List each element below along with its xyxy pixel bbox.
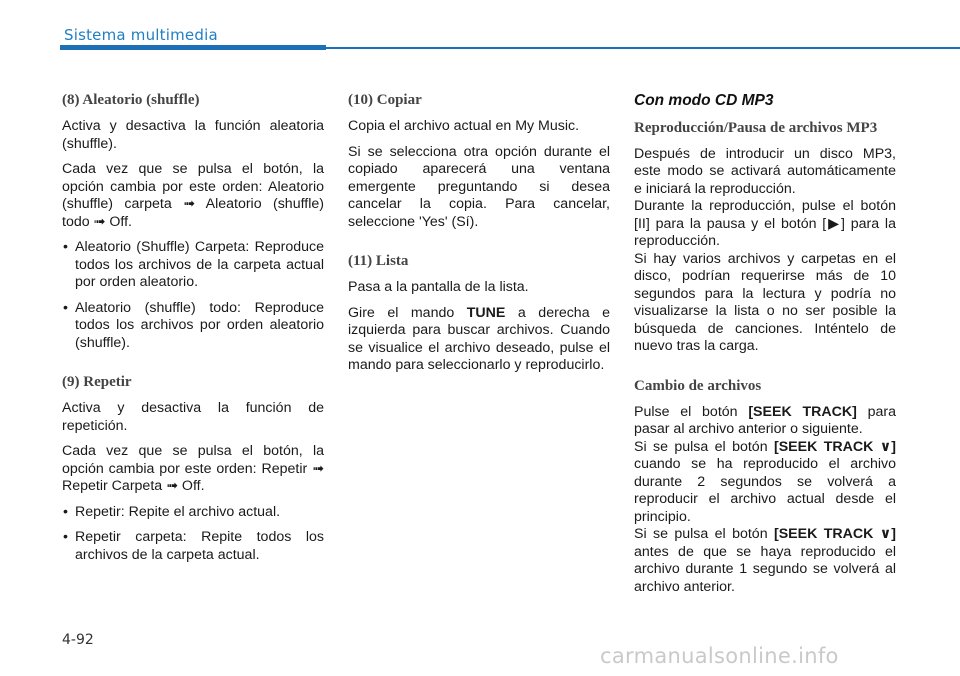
change-previous: Si se pulsa el botón [SEEK TRACK ∨] antes de que se haya reproducido el archivo durante 1 segundo se volverá al archivo anterior. xyxy=(634,526,896,595)
tune-key: TUNE xyxy=(466,304,506,321)
play-pause-heading: Reproducción/Pausa de archivos MP3 xyxy=(634,119,878,136)
shuffle-order: Cada vez que se pulsa el botón, la opción cambia por este orden: Aleatorio (shuffle) carpeta ➟ Aleatorio (shuffle) todo ➟ Off. xyxy=(62,161,324,230)
change-restart: Si se pulsa el botón [SEEK TRACK ∨] cuando se ha reproducido el archivo durante 2 segundos se volverá a reproducir el archivo actual desde el principio. xyxy=(634,438,896,525)
list-item: • Aleatorio (Shuffle) Carpeta: Reproduce todos los archivos de la carpeta actual por orden aleatorio. xyxy=(62,239,324,292)
repeat-list xyxy=(62,504,324,565)
list-item: • Aleatorio (shuffle) todo: Reproduce todos los archivos por orden aleatorio (shuffle). xyxy=(62,300,324,353)
column-right xyxy=(634,92,896,596)
header-rule-thin xyxy=(326,47,960,49)
watermark: carmanualsonline.info xyxy=(600,644,839,668)
play-intro: Después de introducir un disco MP3, este modo se activará automáticamente e iniciará la reproducción. xyxy=(634,145,896,197)
list-intro: Pasa a la pantalla de la lista. xyxy=(348,279,529,295)
play-icon: ▶ xyxy=(826,215,841,232)
seek-track-down-key: [SEEK TRACK ∨] xyxy=(773,438,896,455)
play-note: Si hay varios archivos y carpetas en el disco, podrían requerirse más de 10 segundos para la lectura y podría no visualizarse la lista o no ser posible la búsqueda de canciones. Inténtelo de nuevo tras la carga. xyxy=(634,250,896,354)
column-left xyxy=(62,92,324,572)
page-number: 4-92 xyxy=(62,632,94,648)
list-detail: Gire el mando TUNE a derecha e izquierda para buscar archivos. Cuando se visualice el archivo deseado, pulse el mando para seleccionarlo y reproducirlo. xyxy=(348,304,610,373)
shuffle-heading: (8) Aleatorio (shuffle) xyxy=(62,92,200,108)
list-heading: (11) Lista xyxy=(348,253,409,269)
repeat-heading: (9) Repetir xyxy=(62,374,132,390)
seek-track-key: [SEEK TRACK] xyxy=(748,403,857,420)
copy-intro: Copia el archivo actual en My Music. xyxy=(348,118,580,134)
section-title: Sistema multimedia xyxy=(64,26,218,44)
repeat-order: Cada vez que se pulsa el botón, la opción cambia por este orden: Repetir ➟ Repetir Carpeta ➟ Off. xyxy=(62,443,324,494)
seek-track-down-key: [SEEK TRACK ∨] xyxy=(773,526,896,542)
list-item: • Repetir carpeta: Repite todos los archivos de la carpeta actual. xyxy=(62,529,324,564)
mp3-mode-heading: Con modo CD MP3 xyxy=(634,92,774,109)
column-middle xyxy=(348,92,610,383)
change-intro: Pulse el botón [SEEK TRACK] para pasar al archivo anterior o siguiente. xyxy=(634,403,896,437)
change-files-heading: Cambio de archivos xyxy=(634,377,762,394)
shuffle-intro: Activa y desactiva la función aleatoria (shuffle). xyxy=(62,118,324,152)
copy-heading: (10) Copiar xyxy=(348,92,422,108)
shuffle-list xyxy=(62,239,324,352)
repeat-intro: Activa y desactiva la función de repetición. xyxy=(62,400,324,434)
list-item: • Repetir: Repite el archivo actual. xyxy=(62,504,324,522)
header-rule-thick xyxy=(60,45,326,50)
play-controls: Durante la reproducción, pulse el botón [II] para la pausa y el botón [▶] para la reproducción. xyxy=(634,198,896,249)
copy-detail: Si se selecciona otra opción durante el copiado aparecerá una ventana emergente preguntando si desea cancelar la copia. Para cancelar, seleccione 'Yes' (Sí). xyxy=(348,143,610,230)
